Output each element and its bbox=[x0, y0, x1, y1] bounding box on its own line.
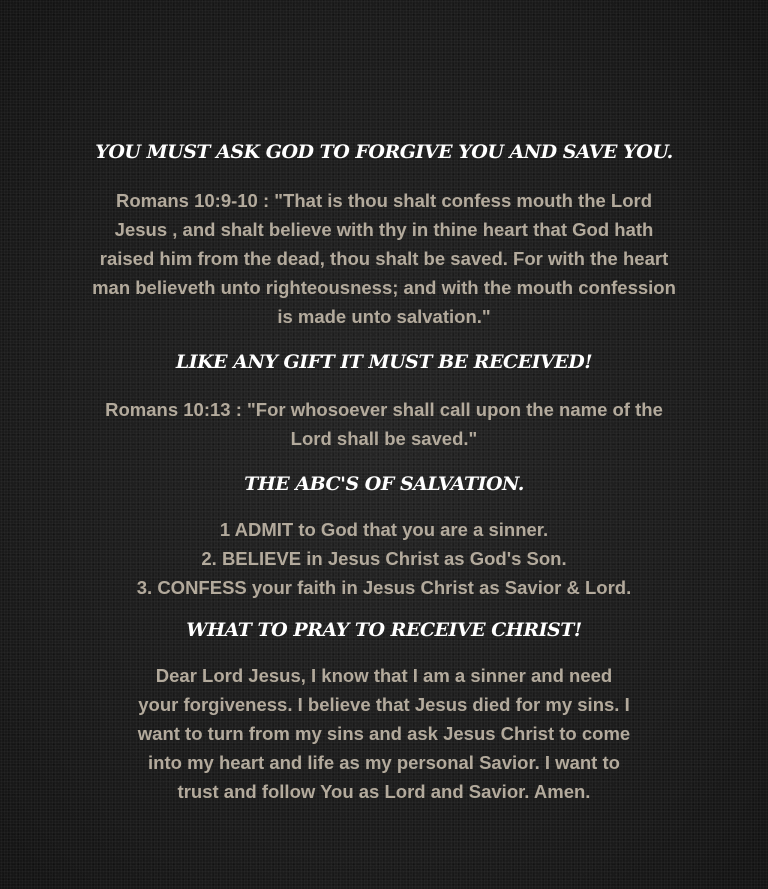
verse-romans-10-9-10 bbox=[60, 186, 708, 331]
verse-romans-10-13 bbox=[60, 395, 708, 453]
verse-line: man believeth unto righteousness; and with the mouth confession bbox=[92, 277, 676, 298]
verse-line: Jesus , and shalt believe with thy in thine heart that God hath bbox=[114, 219, 654, 240]
list-item: 1 ADMIT to God that you are a sinner. bbox=[219, 519, 549, 540]
heading-gift-received: LIKE ANY GIFT IT MUST BE RECEIVED! bbox=[175, 351, 593, 373]
verse-line: Romans 10:9-10 : "That is thou shalt confess mouth the Lord bbox=[115, 190, 653, 211]
prayer-line: trust and follow You as Lord and Savior. Amen. bbox=[177, 781, 591, 802]
prayer-line: into my heart and life as my personal Savior. I want to bbox=[148, 752, 620, 773]
list-item: 3. CONFESS your faith in Jesus Christ as Savior & Lord. bbox=[136, 577, 632, 598]
verse-line: raised him from the dead, thou shalt be saved. For with the heart bbox=[99, 248, 669, 269]
abc-list bbox=[60, 515, 708, 602]
prayer-line: Dear Lord Jesus, I know that I am a sinner and need bbox=[155, 665, 613, 686]
heading-prayer: WHAT TO PRAY TO RECEIVE CHRIST! bbox=[186, 619, 582, 641]
verse-line: is made unto salvation." bbox=[277, 306, 491, 327]
list-item: 2. BELIEVE in Jesus Christ as God's Son. bbox=[201, 548, 567, 569]
prayer-text bbox=[60, 661, 708, 806]
prayer-line: want to turn from my sins and ask Jesus Christ to come bbox=[137, 723, 631, 744]
verse-line: Romans 10:13 : "For whosoever shall call upon the name of the bbox=[105, 399, 663, 420]
heading-abc-salvation: THE ABC'S OF SALVATION. bbox=[244, 473, 524, 495]
content-column bbox=[60, 138, 708, 806]
prayer-line: your forgiveness. I believe that Jesus died for my sins. I bbox=[138, 694, 630, 715]
heading-ask-god: YOU MUST ASK GOD TO FORGIVE YOU AND SAVE YOU. bbox=[95, 141, 673, 163]
verse-line: Lord shall be saved." bbox=[290, 428, 478, 449]
